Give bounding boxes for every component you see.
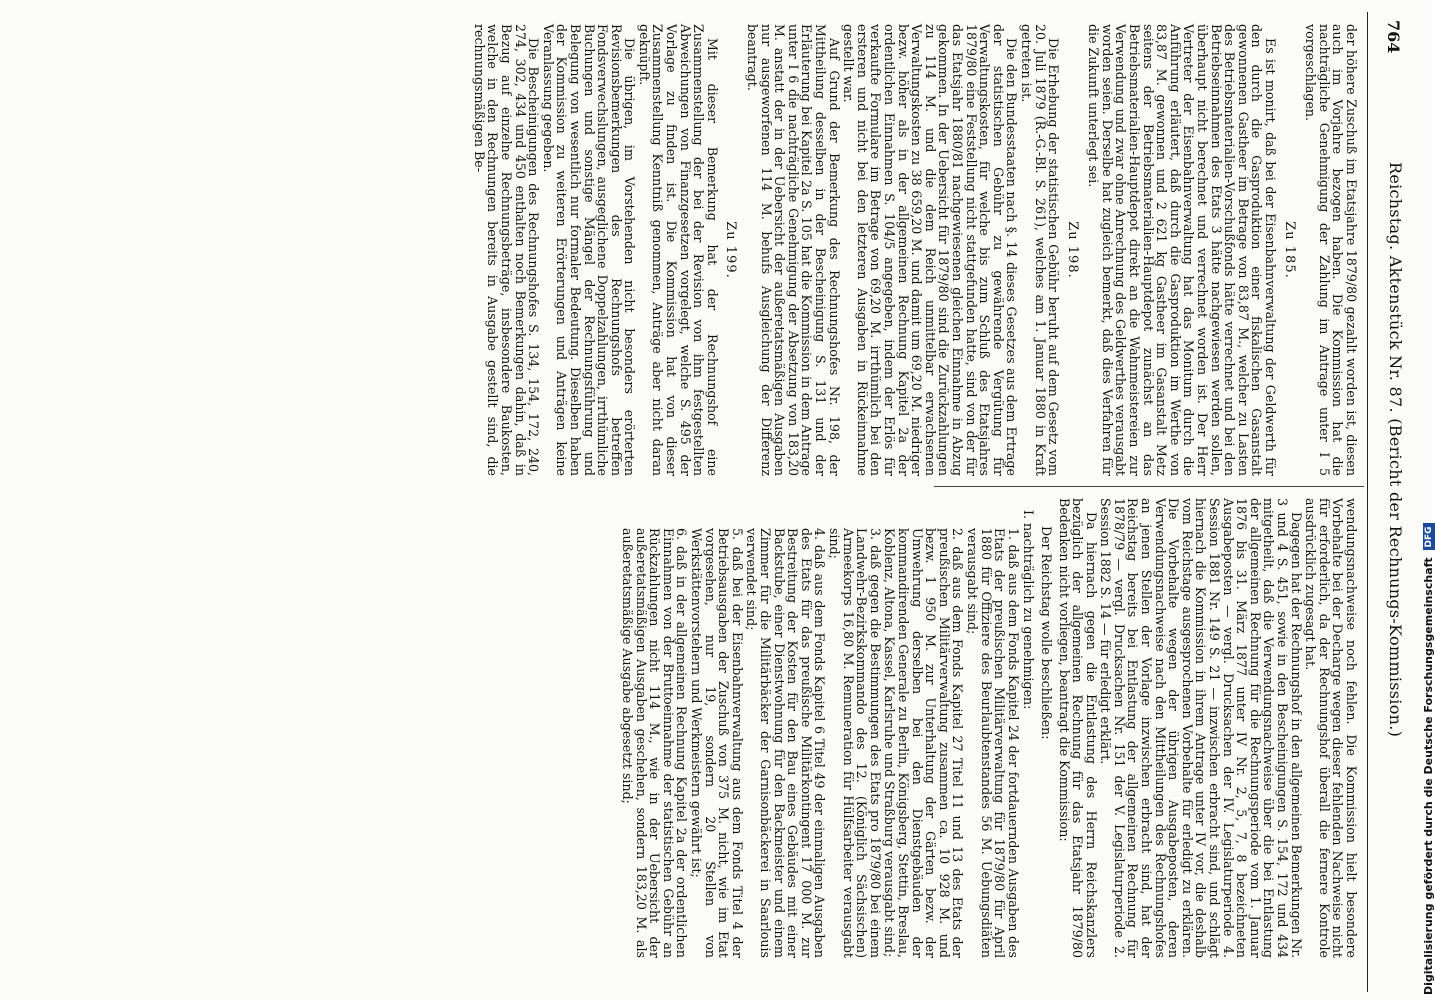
item-number: 4.	[812, 528, 828, 541]
motion-list	[621, 498, 1036, 958]
digitization-credit-text: Digitalisierung gefördert durch die Deutsche Forschungsgemeinschaft	[1422, 557, 1435, 995]
item-number: 6.	[674, 528, 690, 541]
page-number: 764	[1384, 20, 1403, 54]
document-page	[11, 12, 1406, 992]
item-number: 5.	[729, 528, 745, 541]
approval-item	[965, 528, 1019, 958]
section-199-paragraph-2: Die übrigen, im Vorstehenden nicht besonders erörterten Revisionsbemerkungen des Rechnungshofs betreffen Fondsverwechslungen, ausgeglichene Doppelzahlungen, irrthümliche Buchungen und sonstige Mängel der Rechnungsführung und Belegung von wesentlich nur formaler Bedeutung. Dieselben haben der Kommission zu weiteren Erörterungen und Anträgen keine Veranlassung gegeben.	[540, 24, 638, 476]
item-text: daß gegen die Bestimmungen des Etats pro 1879/80 bei einem Landwehr-Bezirkskommando des 12. (Königlich Sächsischen) Armeekorps 16,80 M. Remuneration für Hülfsarbeiter verausgabt sind;	[827, 528, 883, 958]
item-text: daß aus dem Fonds Kapitel 6 Titel 49 der einmaligen Ausgaben des Etats für das preußische Militärkontingent 17 000 M. zur Bestreitung der Kosten für den Bau eines Gebäudes mit einer Backstube, einer Dienstwohnung für den Backmeister und einem Zimmer für die Militärbäcker der Garnisonbäckerei in Saarlouis verwendet sind;	[744, 528, 828, 958]
dfg-logo: DFG	[1423, 523, 1435, 550]
section-185-paragraph: Es ist monirt, daß bei der Eisenbahnverwaltung der Geldwerth für den durch die Gasproduktion einer fiskalischen Gasanstalt gewonnenen Gastheer im Betrage von 83,87 M., welcher zu Lasten des Betriebsmaterialien-Vorschußfonds hätte verrechnet und bei den Betriebseinnahmen des Etats 3 hätte nachgewiesen werden sollen, überhaupt nicht berechnet und verrechnet worden ist. Der Herr Vertreter der Eisenbahnverwaltung hat das Monitum durch die Anführung erläutert, daß durch die Gasproduktion im Werthe von 83,87 M. gewonnen und 2 621 kg Gastheer im Gasanstalt Metz seitens der Betriebsmaterialien-Hauptdepot zunächst an das Betriebsmaterialien-Hauptdepot direkt an die Wahnmeistereien zur Verwendung und zwar ohne Anrechnung des Geldwerthes verausgabt worden seien. Derselbe hat zugleich bemerkt, daß dies Verfahren für die Zukunft unterlegt sei.	[1086, 24, 1279, 476]
column-divider	[934, 486, 1364, 487]
item-text: daß aus dem Fonds Kapitel 24 der fortdauernden Ausgaben des Etats der preußischen Militärverwaltung für 1879/80 für April 1880 für Offiziere des Beurlaubtenstandes 56 M. Uebungsdiäten verausgabt sind;	[964, 528, 1021, 958]
item-text: daß bei der Eisenbahnverwaltung aus dem Fonds Titel 4 der Betriebsausgaben der Zuschuß von 375 M. nicht, wie im Etat vorgesehen, nur 19, sondern 20 Stellen von Werkstättenvorstehern und Werkmeistern gewährt ist;	[689, 528, 745, 958]
page-header	[1372, 12, 1406, 992]
right-column	[620, 498, 1358, 958]
approval-item	[827, 528, 881, 958]
item-text: daß aus dem Fonds Kapitel 27 Titel 11 und 13 des Etats der preußischen Militärverwaltung zusammen ca. 10 928 M. und bezw. 1 950 M. zur Unterhaltung der Gärten bezw. der Umwehrung derselben bei den Dienstgebäuden der kommandirenden Generale zu Berlin, Königsberg, Stettin, Breslau, Koblenz, Altona, Kassel, Karlsruhe und Straßburg verausgabt sind;	[882, 528, 966, 958]
section-199-paragraph-1: Mit dieser Bemerkung hat der Rechnungshof eine Zusammenstellung der bei der Revision von ihm festgestellten Abweichungen von Finanzgesetzen vorgelegt, welche S. 495 der Vorlage zu finden ist. Die Kommission hat von dieser Zusammenstellung Kenntniß genommen, Anträge aber nicht daran geknüpft.	[636, 24, 720, 476]
running-title: Reichstag. Aktenstück Nr. 87. (Bericht der Rechnungs-Kommission.)	[1386, 162, 1405, 738]
left-column	[471, 24, 1358, 476]
right-paragraph-entlastung: Da hiernach gegen die Entlastung des Herrn Reichskanzlers bezüglich der allgemeinen Rechnung für das Etatsjahr 1879/80 Bedenken nicht vorliegen, beantragt die Kommission:	[1056, 498, 1099, 958]
approval-item	[745, 528, 827, 958]
roman-item-i	[621, 510, 1036, 958]
section-198-paragraph-2: Die den Bundesstaaten nach §. 14 dieses Gesetzes aus dem Ertrage der statistischen Gebühr zu gewährende Vergütung für Verwaltungskosten, für welche bis zum Schluß des Etatsjahres 1879/80 eine Feststellung nicht stattgefunden hatte, sind von der für das Etatsjahr 1880/81 nachgewiesenen gleichen Einnahme in Abzug gekommen. In der Uebersicht für 1879/80 sind die Zurückzahlungen zu 114 M. und die dem Reich unmittelbar erwachsenen Verwaltungskosten zu 38 659,20 M. und damit um 69,20 M. niedriger bezw. höher als in der allgemeinen Rechnung Kapitel 2a der ordentlichen Einnahmen S. 104/5 angegeben, indem der Erlös für verkaufte Formulare im Betrage von 69,20 M. irrthümlich bei den ersteren und nicht bei den letzteren Ausgaben in Rückeinnahme gestellt war.	[841, 24, 1020, 476]
item-number: 3.	[867, 528, 883, 541]
section-heading-199: Zu 199.	[723, 221, 739, 279]
section-heading-185: Zu 185.	[1281, 221, 1297, 279]
item-number: 1.	[1005, 528, 1021, 541]
left-opening-paragraph: der höhere Zuschuß im Etatsjahre 1879/80 gezahlt worden ist, diesen auch im Vorjahre bezogen haben. Die Kommission hat die nachträgliche Genehmigung der Zahlung im Antrage unter I 5 vorgeschlagen.	[1303, 24, 1359, 476]
section-heading-198: Zu 198.	[1064, 221, 1080, 279]
right-paragraph-verwendungsnachweise: Dagegen hat der Rechnungshof in den allgemeinen Bemerkungen Nr. 3 und 4 S. 451, sowie in den Bescheinigungen S. 154, 172 und 434 mitgetheilt, daß die Verwendungsnachweise über die bei Entlastung der allgemeinen Rechnung für die Rechnungsperiode vom 1. Januar 1876 bis 31. März 1877 unter IV Nr. 2, 5, 7, 8 bezeichneten Ausgabeposten — vergl. Drucksachen der IV. Legislaturperiode 4. Session 1881 Nr. 149 S. 21 — inzwischen erbracht sind, und schlägt hiernach die Kommission in ihrem Antrage unter IV vor, die deshalb vom Reichstage ausgesprochenen Vorbehalte für erledigt zu erklären. Die Vorbehalte wegen der übrigen Ausgabeposten, deren Verwendungsnachweise nach den Mittheilungen des Rechnungshofes an jenen Stellen der Vorlage inzwischen erbracht sind, hat der Reichstag bereits bei Entlastung der allgemeinen Rechnung für 1878/79 — vergl. Drucksachen Nr. 151 der V. Legislaturperiode 2. Session 1882 S. 14 — für erledigt erklärt.	[1098, 498, 1304, 958]
roman-item-label: I. nachträglich zu genehmigen:	[1021, 510, 1037, 710]
section-198-paragraph-3: Auf Grund der Bemerkung des Rechnungshofes Nr. 198, der Mittheilung desselben in der Bescheinigung S. 131 und der Erläuterung bei Kapitel 2a S. 105 hat die Kommission in dem Antrage unter I 6 die nachträgliche Genehmigung der Absetzung von 183,20 M. anstatt der in der Uebersicht der außeretatsmäßigen Ausgaben nur ausgeworfenen 114 M. behufs Ausgleichung der Differenz beantragt.	[745, 24, 842, 476]
section-198-paragraph-1: Die Erhebung der statistischen Gebühr beruht auf dem Gesetz vom 20. Juli 1879 (R.-G.-Bl. S. 261), welches am 1. Januar 1880 in Kraft getreten ist.	[1018, 24, 1062, 476]
approval-item	[883, 528, 965, 958]
header-rule	[1367, 12, 1368, 992]
section-199-paragraph-3: Die Bescheinigungen des Rechnungshofes S. 134, 154, 172, 240, 274, 302, 434 und 450 enthalten noch Bemerkungen dahin, daß in Bezug auf einzelne Rechnungsbeträge, insbesondere Baukosten, welche in den Rechnungen bereits in Ausgabe gestellt sind, die rechnungsmäßigen Be-	[471, 24, 542, 476]
approval-item	[621, 528, 689, 958]
approval-items	[621, 510, 1020, 958]
item-text: daß in der allgemeinen Rechnung Kapitel 2a der ordentlichen Einnahmen von der Bruttoeinnahme der statistischen Gebühr an Rückzahlungen nicht 114 M., wie in der Uebersicht der außeretatsmäßigen Ausgaben geschehen, sondern 183,20 M. als außeretatsmäßige Ausgabe abgesetzt sind;	[620, 528, 690, 958]
approval-item	[690, 528, 744, 958]
motion-heading: Der Reichstag wolle beschließen:	[1038, 526, 1054, 740]
right-opening-paragraph: wendungsnachweise noch fehlen. Die Kommission hielt besondere Vorbehalte bei der Decharge wegen dieser fehlenden Nachweise nicht für erforderlich, da der Rechnungshof überall die fernere Kontrole ausdrücklich zugesagt hat.	[1303, 498, 1359, 958]
item-number: 2.	[950, 528, 966, 541]
digitization-credit	[1422, 523, 1435, 995]
